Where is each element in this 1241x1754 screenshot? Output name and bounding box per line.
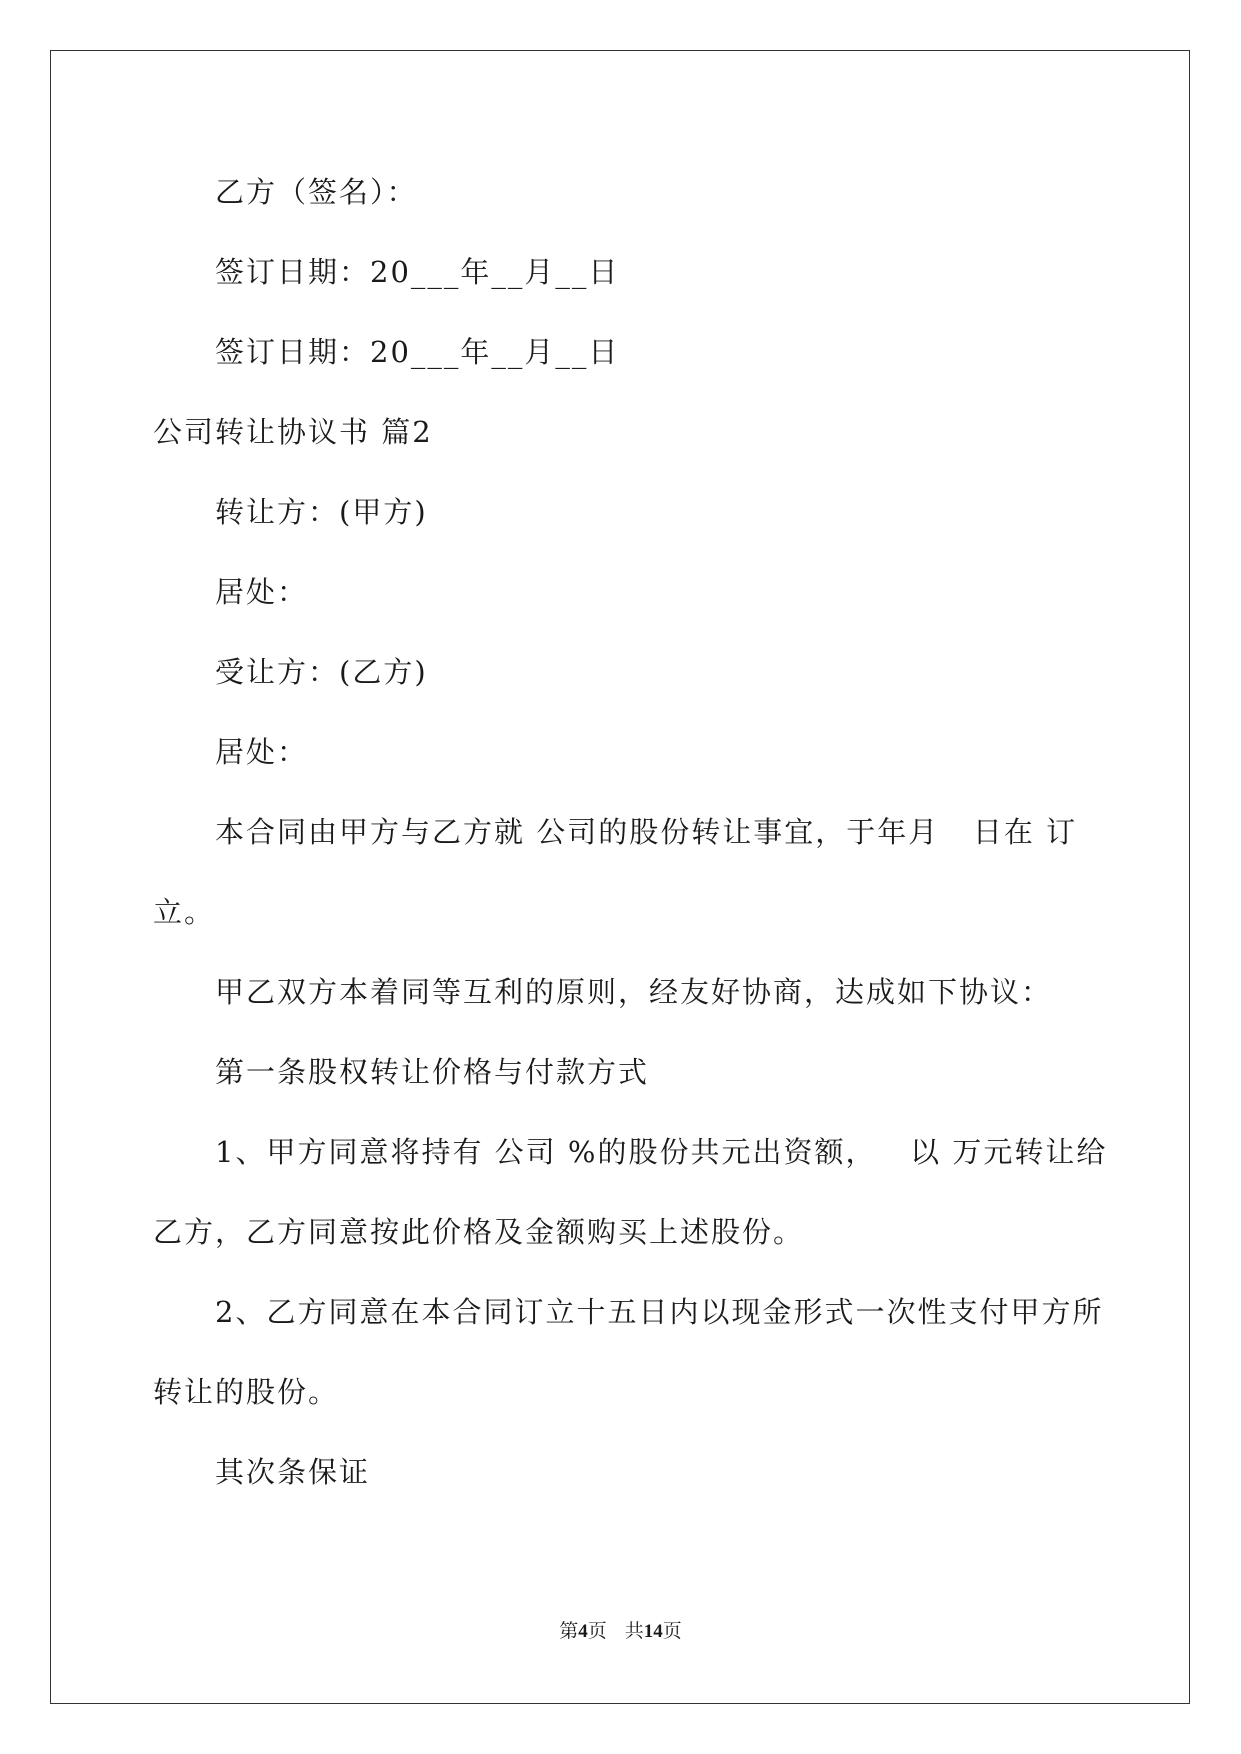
page-suffix: 页: [587, 1621, 607, 1642]
total-suffix: 页: [662, 1621, 682, 1642]
page-footer: [0, 1620, 1241, 1644]
clause-2-continuation: 转让的股份。: [153, 1375, 340, 1409]
page-number: 4: [578, 1621, 588, 1642]
signing-date-line-1: 签订日期：20___年__月__日: [215, 255, 620, 289]
agreement-preamble: 甲乙双方本着同等互利的原则，经友好协商，达成如下协议：: [215, 975, 1053, 1009]
total-pages: 14: [643, 1621, 663, 1642]
clause-1-line: 1、甲方同意将持有 公司 %的股份共元出资额， 以 万元转让给: [215, 1135, 1108, 1169]
contract-intro-line: 本合同由甲方与乙方就 公司的股份转让事宜，于年月 日在 订: [215, 815, 1078, 849]
transferor-address-line: 居处：: [215, 575, 309, 609]
signing-date-line-2: 签订日期：20___年__月__日: [215, 335, 620, 369]
clause-1-continuation: 乙方，乙方同意按此价格及金额购买上述股份。: [153, 1215, 805, 1249]
clause-2-line: 2、乙方同意在本合同订立十五日内以现金形式一次性支付甲方所: [215, 1295, 1104, 1329]
page-prefix: 第: [559, 1621, 579, 1642]
section-heading: 公司转让协议书 篇2: [153, 415, 433, 449]
article-2-heading: 其次条保证: [215, 1455, 371, 1489]
article-1-heading: 第一条股权转让价格与付款方式: [215, 1055, 650, 1089]
party-b-signature-line: 乙方（签名）：: [215, 175, 418, 209]
transferee-line: 受让方：(乙方): [215, 655, 428, 689]
transferee-address-line: 居处：: [215, 735, 309, 769]
transferor-line: 转让方：(甲方): [215, 495, 428, 529]
contract-intro-continuation: 立。: [153, 895, 216, 929]
total-prefix: 共: [624, 1621, 644, 1642]
